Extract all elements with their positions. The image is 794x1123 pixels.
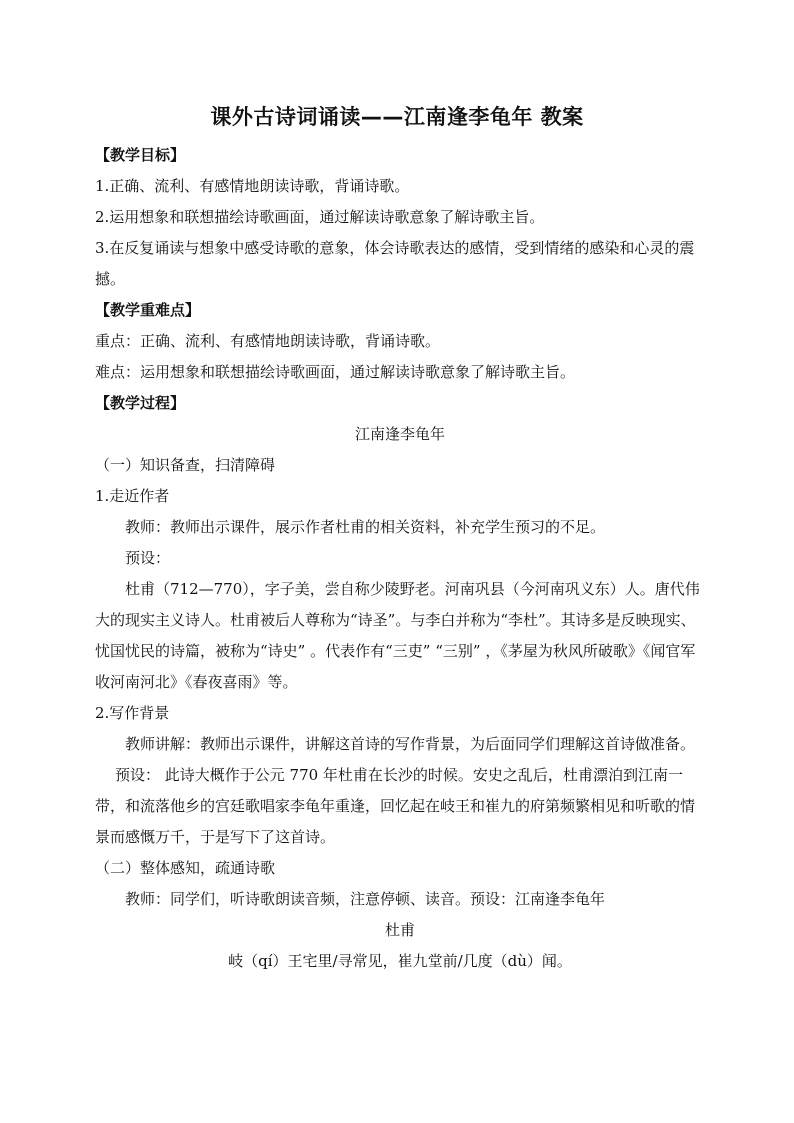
objective-item: 1.正确、流利、有感情地朗读诗歌，背诵诗歌。: [95, 177, 410, 195]
document-content: [95, 140, 705, 977]
objective-item: 2.运用想象和联想描绘诗歌画面，通过解读诗歌意象了解诗歌主旨。: [95, 208, 545, 226]
objective-item: 3.在反复诵读与想象中感受诗歌的意象，体会诗歌表达的感情，受到情绪的感染和心灵的震撼。: [95, 239, 695, 288]
difficulty-point: 难点：运用想象和联想描绘诗歌画面，通过解读诗歌意象了解诗歌主旨。: [95, 363, 576, 381]
document-title: 课外古诗词诵读——江南逢李龟年 教案: [210, 105, 584, 129]
author-biography: 杜甫（712—770），字子美，尝自称少陵野老。河南巩县（今河南巩义东）人。唐代伟大的现实主义诗人。杜甫被后人尊称为“诗圣”。与李白并称为“李杜”。其诗多是反映现实、忧国忧民的诗篇，被称为“诗史” 。代表作有“三吏” “三别” ，《茅屋为秋风所破歌》《闻官军收河南河北》《春夜喜雨》等。: [95, 580, 700, 691]
teacher-instruction-three: 教师：同学们，听诗歌朗读音频，注意停顿、读音。预设：江南逢李龟年: [125, 890, 606, 908]
key-points-heading: 【教学重难点】: [95, 301, 201, 319]
objectives-heading: 【教学目标】: [95, 146, 186, 164]
poem-line: 岐（qí）王宅里/寻常见，崔九堂前/几度（dù）闻。: [228, 952, 572, 970]
key-point: 重点：正确、流利、有感情地朗读诗歌，背诵诗歌。: [95, 332, 441, 350]
teacher-instruction-one: 教师：教师出示课件，展示作者杜甫的相关资料，补充学生预习的不足。: [125, 518, 606, 536]
poem-author: 杜甫: [384, 921, 415, 939]
writing-background: 预设： 此诗大概作于公元 770 年杜甫在长沙的时候。安史之乱后，杜甫漂泊到江南一带，和流落他乡的宫廷歌唱家李龟年重逢，回忆起在岐王和崔九的府第频繁相见和听歌的情景而感慨万千，于是写下了这首诗。: [95, 766, 696, 846]
teacher-instruction-two: 教师讲解：教师出示课件，讲解这首诗的写作背景，为后面同学们理解这首诗做准备。: [125, 735, 696, 753]
step-one-heading: 1.走近作者: [95, 487, 170, 505]
step-two-heading: 2.写作背景: [95, 704, 170, 722]
process-heading: 【教学过程】: [95, 394, 186, 412]
preset-label: 预设：: [125, 549, 171, 567]
section-two-heading: （二）整体感知，疏通诗歌: [95, 859, 276, 877]
poem-title: 江南逢李龟年: [354, 425, 445, 443]
section-one-heading: （一）知识备查，扫清障碍: [95, 456, 276, 474]
